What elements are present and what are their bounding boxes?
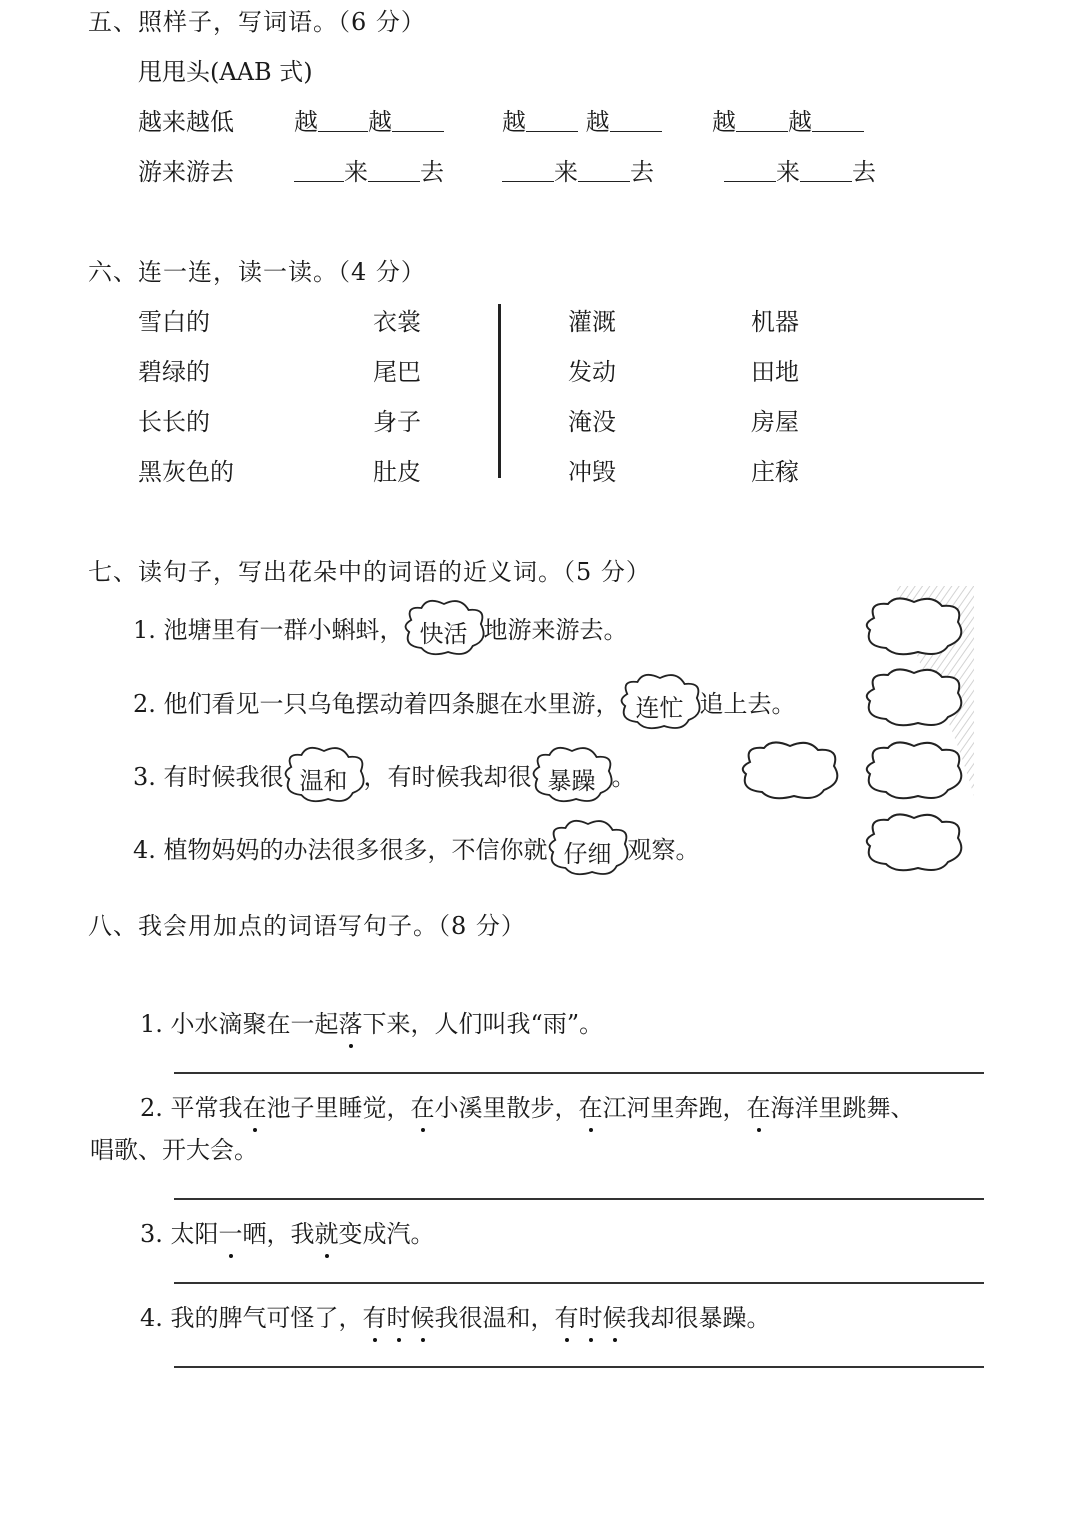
match-right-a-4[interactable]: 冲毁 <box>568 458 616 486</box>
fill-blank[interactable] <box>294 161 344 182</box>
answer-flower-1[interactable] <box>860 596 970 658</box>
question-text: 晒，我 <box>242 1220 315 1248</box>
sentence-number: 4. <box>133 836 156 864</box>
question-number: 4. <box>140 1304 163 1332</box>
flower-word: 暴躁 <box>532 761 612 796</box>
answer-flower-5[interactable] <box>860 812 970 874</box>
match-right-b-2[interactable]: 田地 <box>751 358 799 386</box>
section-8-title: 八、我会用加点的词语写句子。（8 分） <box>88 912 526 940</box>
question-text: 我很温和， <box>434 1304 555 1332</box>
match-right-a-2[interactable]: 发动 <box>568 358 616 386</box>
question-text: 池子里睡觉， <box>266 1094 411 1122</box>
pattern-char: 去 <box>630 158 654 186</box>
row1-group-3 <box>712 102 864 137</box>
fill-blank[interactable] <box>502 161 554 182</box>
dotted-char: 在 <box>411 1088 435 1123</box>
dotted-char: 候 <box>603 1298 627 1333</box>
pattern-char: 越 <box>368 108 392 136</box>
sentence-1 <box>133 610 628 649</box>
pattern-char: 越 <box>585 108 610 136</box>
section-7-title: 七、读句子，写出花朵中的词语的近义词。（5 分） <box>88 558 651 586</box>
answer-flower-2[interactable] <box>860 667 970 729</box>
match-right-b-1[interactable]: 机器 <box>751 308 799 336</box>
question-number: 1. <box>140 1010 163 1038</box>
pattern-char: 越 <box>712 108 736 136</box>
question-text: 我的脾气可怪了， <box>170 1304 363 1332</box>
sentence-text: ，有时候我却很 <box>363 763 532 791</box>
section-5-title: 五、照样子，写词语。（6 分） <box>88 8 426 36</box>
dotted-char: 就 <box>315 1214 339 1249</box>
flower-word: 仔细 <box>548 834 628 869</box>
answer-flower-3[interactable] <box>736 740 846 802</box>
match-left-b-2[interactable]: 尾巴 <box>373 358 421 386</box>
sentence-text: 池塘里有一群小蝌蚪， <box>163 616 404 644</box>
row2-group-2 <box>502 152 654 187</box>
sentence-text: 他们看见一只乌龟摆动着四条腿在水里游， <box>163 690 620 718</box>
match-left-a-3[interactable]: 长长的 <box>138 408 210 436</box>
question-text: 变成汽。 <box>338 1220 435 1248</box>
row2-group-3 <box>724 152 876 187</box>
sentence-3 <box>133 757 636 796</box>
pattern-char: 来 <box>554 158 578 186</box>
answer-line-2[interactable] <box>174 1198 984 1200</box>
section-5-example: 甩甩头(AAB 式) <box>138 58 313 86</box>
row1-group-1 <box>294 102 444 137</box>
match-left-b-4[interactable]: 肚皮 <box>373 458 421 486</box>
dotted-char: 时 <box>387 1298 411 1333</box>
row2-model-word: 游来游去 <box>138 158 234 186</box>
question-text: 江河里奔跑， <box>602 1094 747 1122</box>
fill-blank[interactable] <box>812 111 864 132</box>
match-right-b-3[interactable]: 房屋 <box>751 408 799 436</box>
dotted-char: 时 <box>579 1298 603 1333</box>
question-2-line-2: 唱歌、开大会。 <box>90 1136 258 1164</box>
fill-blank[interactable] <box>526 111 578 132</box>
flower-word: 连忙 <box>620 688 700 723</box>
sentence-text: 植物妈妈的办法很多很多，不信你就 <box>163 836 548 864</box>
match-right-a-1[interactable]: 灌溉 <box>568 308 616 336</box>
question-number: 3. <box>140 1220 163 1248</box>
fill-blank[interactable] <box>610 111 662 132</box>
dotted-char: 有 <box>363 1298 387 1333</box>
answer-line-3[interactable] <box>174 1282 984 1284</box>
question-text: 下来，人们叫我“雨”。 <box>362 1010 604 1038</box>
sentence-text: 地游来游去。 <box>483 616 628 644</box>
dotted-char: 一 <box>219 1214 243 1249</box>
fill-blank[interactable] <box>736 111 788 132</box>
fill-blank[interactable] <box>578 161 630 182</box>
answer-line-4[interactable] <box>174 1366 984 1368</box>
match-left-a-2[interactable]: 碧绿的 <box>138 358 210 386</box>
match-left-b-3[interactable]: 身子 <box>373 408 421 436</box>
question-text: 平常我 <box>170 1094 243 1122</box>
section-6-title: 六、连一连，读一读。（4 分） <box>88 258 426 286</box>
match-left-a-4[interactable]: 黑灰色的 <box>138 458 234 486</box>
question-text: 小水滴聚在一起 <box>170 1010 339 1038</box>
fill-blank[interactable] <box>724 161 776 182</box>
flower-word: 快活 <box>404 614 484 649</box>
question-4 <box>140 1298 771 1333</box>
dotted-char: 在 <box>747 1088 771 1123</box>
pattern-char: 来 <box>344 158 368 186</box>
sentence-text: 。 <box>611 763 636 791</box>
fill-blank[interactable] <box>368 161 420 182</box>
pattern-char: 越 <box>788 108 812 136</box>
sentence-text: 有时候我很 <box>163 763 284 791</box>
dotted-char: 候 <box>411 1298 435 1333</box>
sentence-number: 3. <box>133 763 156 791</box>
fill-blank[interactable] <box>392 111 444 132</box>
question-2 <box>140 1088 915 1123</box>
question-3 <box>140 1214 435 1249</box>
question-text: 太阳 <box>170 1220 219 1248</box>
flower-word: 温和 <box>284 761 364 796</box>
pattern-char: 来 <box>776 158 800 186</box>
answer-flower-4[interactable] <box>860 740 970 802</box>
sentence-2 <box>133 684 796 723</box>
dotted-char: 在 <box>243 1088 267 1123</box>
match-right-a-3[interactable]: 淹没 <box>568 408 616 436</box>
pattern-char: 越 <box>294 108 318 136</box>
answer-line-1[interactable] <box>174 1072 984 1074</box>
question-number: 2. <box>140 1094 163 1122</box>
dotted-char: 有 <box>555 1298 579 1333</box>
match-left-a-1[interactable]: 雪白的 <box>138 308 210 336</box>
column-divider <box>498 304 501 478</box>
sentence-number: 1. <box>133 616 156 644</box>
question-text: 小溪里散步， <box>434 1094 579 1122</box>
match-left-b-1[interactable]: 衣裳 <box>373 308 421 336</box>
question-1 <box>140 1004 603 1039</box>
row1-model-word: 越来越低 <box>138 108 234 136</box>
sentence-text: 追上去。 <box>699 690 796 718</box>
pattern-char: 去 <box>852 158 876 186</box>
fill-blank[interactable] <box>800 161 852 182</box>
sentence-number: 2. <box>133 690 156 718</box>
row2-group-1 <box>294 152 444 187</box>
fill-blank[interactable] <box>318 111 368 132</box>
dotted-char: 落 <box>339 1004 363 1039</box>
question-text: 海洋里跳舞、 <box>770 1094 915 1122</box>
pattern-char: 越 <box>502 108 526 136</box>
dotted-char: 在 <box>579 1088 603 1123</box>
row1-group-2 <box>502 102 662 137</box>
question-text: 我却很暴躁。 <box>626 1304 771 1332</box>
sentence-text: 观察。 <box>627 836 700 864</box>
match-right-b-4[interactable]: 庄稼 <box>751 458 799 486</box>
pattern-char: 去 <box>420 158 444 186</box>
sentence-4 <box>133 830 700 869</box>
